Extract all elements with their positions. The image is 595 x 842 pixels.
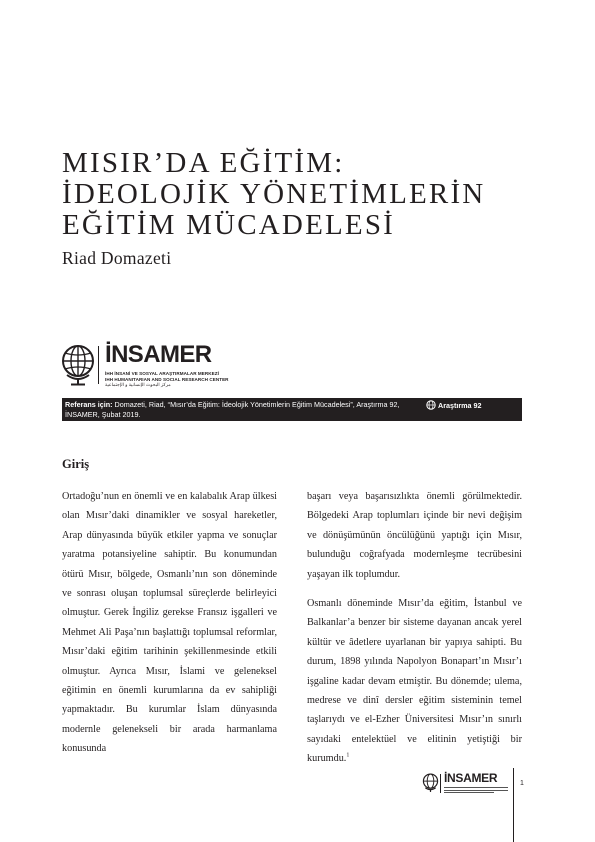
- logo-divider: [98, 346, 99, 384]
- footer-logo-brand: İNSAMER: [444, 771, 498, 785]
- logo-brand: İNSAMER: [105, 341, 212, 368]
- page-number: 1: [520, 780, 524, 787]
- paragraph: Ortadoğu’nun en önemli ve en kalabalık Arap ülkesi olan Mısır’daki dinamikler ve sosyal hareketler, Arap dünyasında büyük etkiler yapma ve sonuçlar yaratma potansiyeline sahiptir. Bu konumundan ötürü Mısır, bölgede, Osmanlı’nın son döneminde ve sonrası oluşan toplumsal süreçlerde belirleyici olmuştur. Gerek İngiliz gerekse Fransız işgalleri ve Mehmet Ali Paşa’nın başlattığı toplumsal reformlar, Mısır’daki eğitim tarihinin şekillenmesinde etkili olmuştur. Ayrıca Mısır, İslami ve geleneksel eğitimin en önemli kurumlarına da ev sahipliği yapmaktadır. Bu kurumlar İslam dünyasında modernle gelenekseli bir arada harmanlama konusunda: [62, 491, 277, 755]
- research-badge: [426, 400, 482, 411]
- reference-text: [65, 400, 417, 420]
- author-name: Riad Domazeti: [62, 248, 172, 268]
- footer-logo-subline: [444, 787, 508, 788]
- logo-subtitle-ar: مركز البحوث الإنسانية و الإجتماعية: [105, 382, 171, 387]
- paragraph: başarı veya başarısızlıkta önemli görülmektedir. Bölgedeki Arap toplumları içinde bir nevi değişim ve dönüşümünün öncülüğünü yaptığı için Mısır, bulunduğu coğrafyada modernleşme tecrübesini yaşayan ilk toplumdur.: [307, 491, 522, 580]
- research-badge-label: Araştırma 92: [438, 401, 482, 410]
- globe-icon: [426, 400, 436, 410]
- logo-subtitle-en: IHH HUMANITARIAN AND SOCIAL RESEARCH CENTER: [105, 376, 229, 382]
- footer-logo-subline: [444, 792, 494, 793]
- section-heading: Giriş: [62, 457, 90, 471]
- document-title: [62, 148, 532, 241]
- globe-icon: [422, 773, 439, 793]
- right-column: [307, 487, 522, 779]
- logo-subtitle-tr: İHH İNSANİ VE SOSYAL ARAŞTIRMALAR MERKEZİ: [105, 371, 219, 376]
- paragraph-text: Osmanlı döneminde Mısır’da eğitim, İstanbul ve Balkanlar’a benzer bir sisteme dayanan ancak yerel kültür ve âdetlere uyarlanan bir yapıya sahipti. Bu durum, 1898 yılında Napolyon Bonapart’ın Mısır’ı işgaline kadar devam etmiştir. Bu dönemde; ulema, medrese ve dinî dersler eğitim sisteminin temel taşlarıydı ve el-Ezher Üniversitesi Mısır’ın sınırlı sayıdaki entelektüel ve elitinin yetiştiği bir kurumdu.: [307, 598, 522, 765]
- insamer-logo: [60, 341, 260, 392]
- footer-logo-subline: [444, 790, 508, 791]
- reference-bar: [62, 398, 522, 421]
- footer-vertical-rule: [513, 768, 514, 842]
- globe-icon: [60, 344, 96, 386]
- title-line-1: MISIR’DA EĞİTİM:: [62, 147, 345, 179]
- footer-logo-divider: [440, 774, 441, 793]
- title-line-3: EĞİTİM MÜCADELESİ: [62, 209, 396, 241]
- footnote-marker[interactable]: 1: [346, 752, 350, 759]
- paragraph-with-footnote: [307, 594, 522, 769]
- left-column: [62, 487, 277, 769]
- title-line-2: İDEOLOJİK YÖNETİMLERİN: [62, 178, 486, 210]
- reference-citation: Domazeti, Riad, “Mısır’da Eğitim: İdeolojik Yönetimlerin Eğitim Mücadelesi”, Araştırma 92, İNSAMER, Şubat 2019.: [65, 400, 400, 419]
- reference-label: Referans için:: [65, 400, 113, 409]
- footer-logo: [422, 773, 512, 803]
